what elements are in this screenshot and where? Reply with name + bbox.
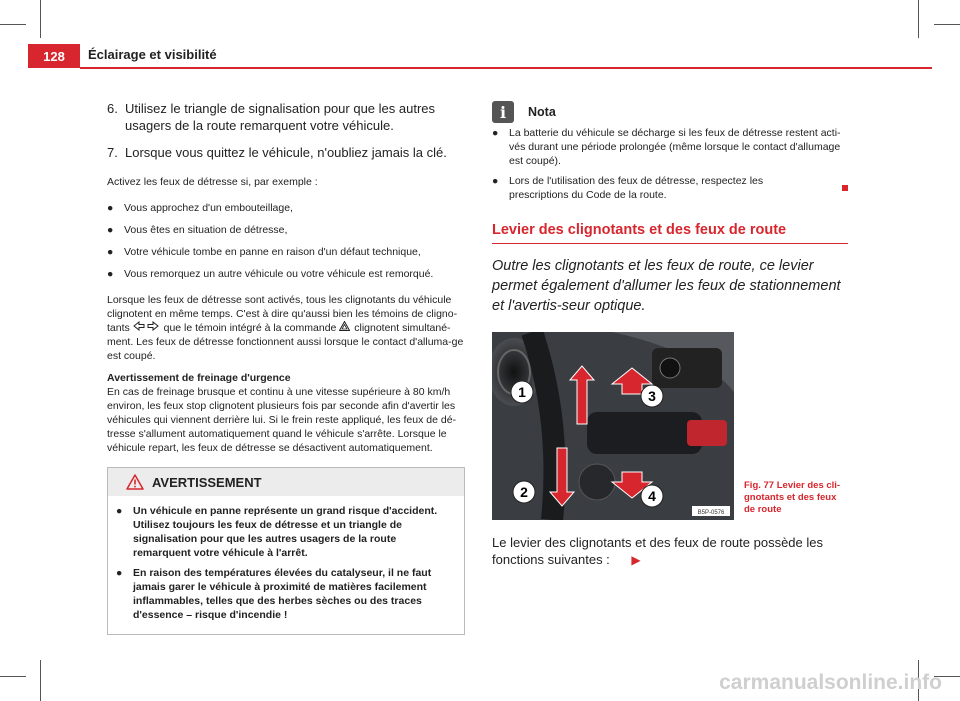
- emergency-brake-text: En cas de freinage brusque et continu à une vitesse supérieure à 80 km/h environ, les feux stop clignotent plusieurs fois par seconde afin d'avertir les véhicules qui viennent derrière lui. Si le frein reste appliqué, les feux de dé-tresse s'allument automatiquement quand le véhicule s'arrête. Lorsque le véhicule repart, les feux de détresse se désactivent automatiquement.: [107, 386, 457, 455]
- callout-4: 4: [648, 488, 656, 504]
- callout-2: 2: [520, 484, 528, 500]
- note-header: [492, 100, 848, 124]
- warning-header: [108, 468, 464, 496]
- list-item: ● En raison des températures élevées du catalyseur, il ne faut jamais garer le véhicule à proximité de matières facilement inflammables, telles que des herbes sèches ou des traces d'essence – risque d'incendie !: [116, 567, 432, 622]
- warning-body: [108, 496, 464, 634]
- hazard-intro: Activez les feux de détresse si, par exemple :: [107, 176, 318, 188]
- step-7: 7. Lorsque vous quittez le véhicule, n'oubliez jamais la clé.: [107, 145, 447, 160]
- continue-arrow-icon: ▶: [631, 553, 641, 567]
- hazard-triangle-icon: [339, 321, 351, 335]
- section-title: Levier des clignotants et des feux de route: [492, 222, 787, 238]
- lever-photo: [492, 332, 734, 520]
- crop-mark: [918, 0, 919, 38]
- crop-mark: [934, 24, 960, 25]
- section-rule: [492, 243, 848, 244]
- note-title: Nota: [528, 105, 556, 119]
- crop-mark: [0, 24, 26, 25]
- list-item: ● Votre véhicule tombe en panne en raison d'un défaut technique,: [107, 246, 421, 258]
- page-number: 128: [28, 44, 80, 68]
- list-item: ● Vous remorquez un autre véhicule ou votre véhicule est remorqué.: [107, 268, 434, 280]
- header-rule: [80, 67, 932, 69]
- list-item: ● Un véhicule en panne représente un grand risque d'accident. Utilisez toujours les feux de détresse et un triangle de signalisation pour que les autres usagers de la route remarquent votre véhicule à l'arrêt.: [116, 505, 438, 560]
- warning-title: AVERTISSEMENT: [152, 474, 262, 490]
- lever-illustration: [492, 332, 734, 520]
- section-lead: Outre les clignotants et les feux de route, ce levier permet également d'allumer les feux de stationnement et l'avertis-seur optique.: [492, 258, 841, 314]
- warning-box: [107, 467, 465, 635]
- right-column: [492, 100, 848, 569]
- turn-signal-icon: [133, 321, 161, 335]
- figure-77: [492, 332, 848, 520]
- left-column: [107, 100, 465, 635]
- watermark: carmanualsonline.info: [719, 671, 942, 694]
- figure-caption: Fig. 77 Levier des cli-gnotants et des feux de route: [744, 480, 841, 515]
- list-item: ● Vous êtes en situation de détresse,: [107, 224, 288, 236]
- list-item: ● La batterie du véhicule se décharge si les feux de détresse restent acti-vés durant une période prolongée (même lorsque le contact d'allumage est coupé).: [492, 127, 841, 167]
- info-icon: i: [492, 101, 514, 123]
- crop-mark: [0, 676, 26, 677]
- crop-mark: [40, 0, 41, 38]
- callout-1: 1: [518, 384, 526, 400]
- page-header-title: Éclairage et visibilité: [88, 47, 217, 62]
- figure-code: B5P-0576: [697, 510, 725, 516]
- warning-icon: [126, 474, 144, 490]
- list-item: ● Lors de l'utilisation des feux de détresse, respectez les prescriptions du Code de la route.: [492, 174, 848, 202]
- list-item: ● Vous approchez d'un embouteillage,: [107, 202, 293, 214]
- callout-3: 3: [648, 388, 656, 404]
- step-6: 6. Utilisez le triangle de signalisation pour que les autres usagers de la route remarquent votre véhicule.: [107, 101, 436, 133]
- hazard-paragraph: Lorsque les feux de détresse sont activés, tous les clignotants du véhicule clignotent en même temps. C'est à dire qu'aussi bien les témoins de cligno-tants que le témoin intégré à la commande clignotent simultané-ment. Les feux de détresse fonctionnent aussi lorsque le contact d'alluma-ge est coupé.: [107, 294, 464, 363]
- emergency-brake-title: Avertissement de freinage d'urgence: [107, 372, 291, 385]
- body-text: Le levier des clignotants et des feux de route possède les fonctions suivantes : ▶: [492, 535, 823, 567]
- crop-mark: [40, 660, 41, 701]
- end-marker-icon: [842, 185, 848, 191]
